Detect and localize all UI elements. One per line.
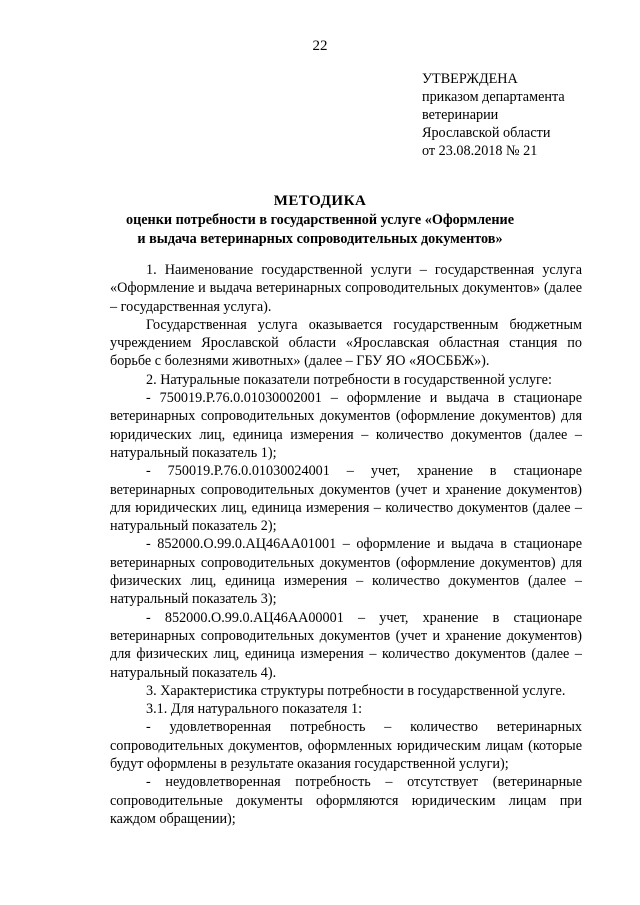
paragraph: Государственная услуга оказывается государственным бюджетным учреждением Ярославской области «Ярославская областная станция по борьбе с болезнями животных» (далее – ГБУ ЯО «ЯОСББЖ»).	[110, 316, 582, 370]
document-body	[110, 261, 582, 828]
document-heading	[0, 192, 640, 249]
paragraph: - удовлетворенная потребность – количество ветеринарных сопроводительных документов, оформленных юридическим лицам (которые будут оформлены в результате оказания государственной услуги);	[110, 719, 582, 773]
document-subtitle-line: и выдача ветеринарных сопроводительных документов»	[137, 231, 503, 247]
document-subtitle-line: оценки потребности в государственной услуге «Оформление	[125, 212, 515, 228]
paragraph: 3. Характеристика структуры потребности в государственной услуге.	[146, 682, 566, 699]
page-number: 22	[312, 38, 328, 54]
paragraph: - 852000.О.99.0.АЦ46АА01001 – оформление и выдача в стационаре ветеринарных сопроводительных документов (оформление документов) для физических лиц, единица измерения – количество документов (далее – натуральный показатель 3);	[110, 536, 582, 608]
paragraph: - неудовлетворенная потребность – отсутствует (ветеринарные сопроводительные документы оформляются юридическим лицам при каждом обращении);	[110, 774, 582, 827]
approval-line: ветеринарии	[422, 107, 499, 123]
paragraph: - 750019.Р.76.0.01030024001 – учет, хранение в стационаре ветеринарных сопроводительных документов (учет и хранение документов) для юридических лиц, единица измерения – количество документов (далее – натуральный показатель 2);	[110, 463, 582, 535]
document-title: МЕТОДИКА	[273, 193, 367, 209]
approval-line: Ярославской области	[422, 125, 551, 141]
paragraph: 1. Наименование государственной услуги – государственная услуга «Оформление и выдача ветеринарных сопроводительных документов» (далее – государственная услуга).	[110, 262, 582, 315]
approval-line: от 23.08.2018 № 21	[422, 143, 538, 159]
paragraph: - 750019.Р.76.0.01030002001 – оформление и выдача в стационаре ветеринарных сопроводительных документов (оформление документов) для юридических лиц, единица измерения – количество документов (далее – натуральный показатель 1);	[110, 390, 582, 461]
approval-line: приказом департамента	[422, 89, 565, 105]
paragraph: 3.1. Для натурального показателя 1:	[146, 701, 363, 718]
paragraph: - 852000.О.99.0.АЦ46АА00001 – учет, хранение в стационаре ветеринарных сопроводительных документов (учет и хранение документов) для физических лиц, единица измерения – количество документов (далее – натуральный показатель 4).	[110, 609, 582, 681]
approval-stamp-block	[422, 70, 565, 160]
paragraph: 2. Натуральные показатели потребности в государственной услуге:	[146, 371, 552, 388]
approval-line: УТВЕРЖДЕНА	[422, 71, 518, 87]
